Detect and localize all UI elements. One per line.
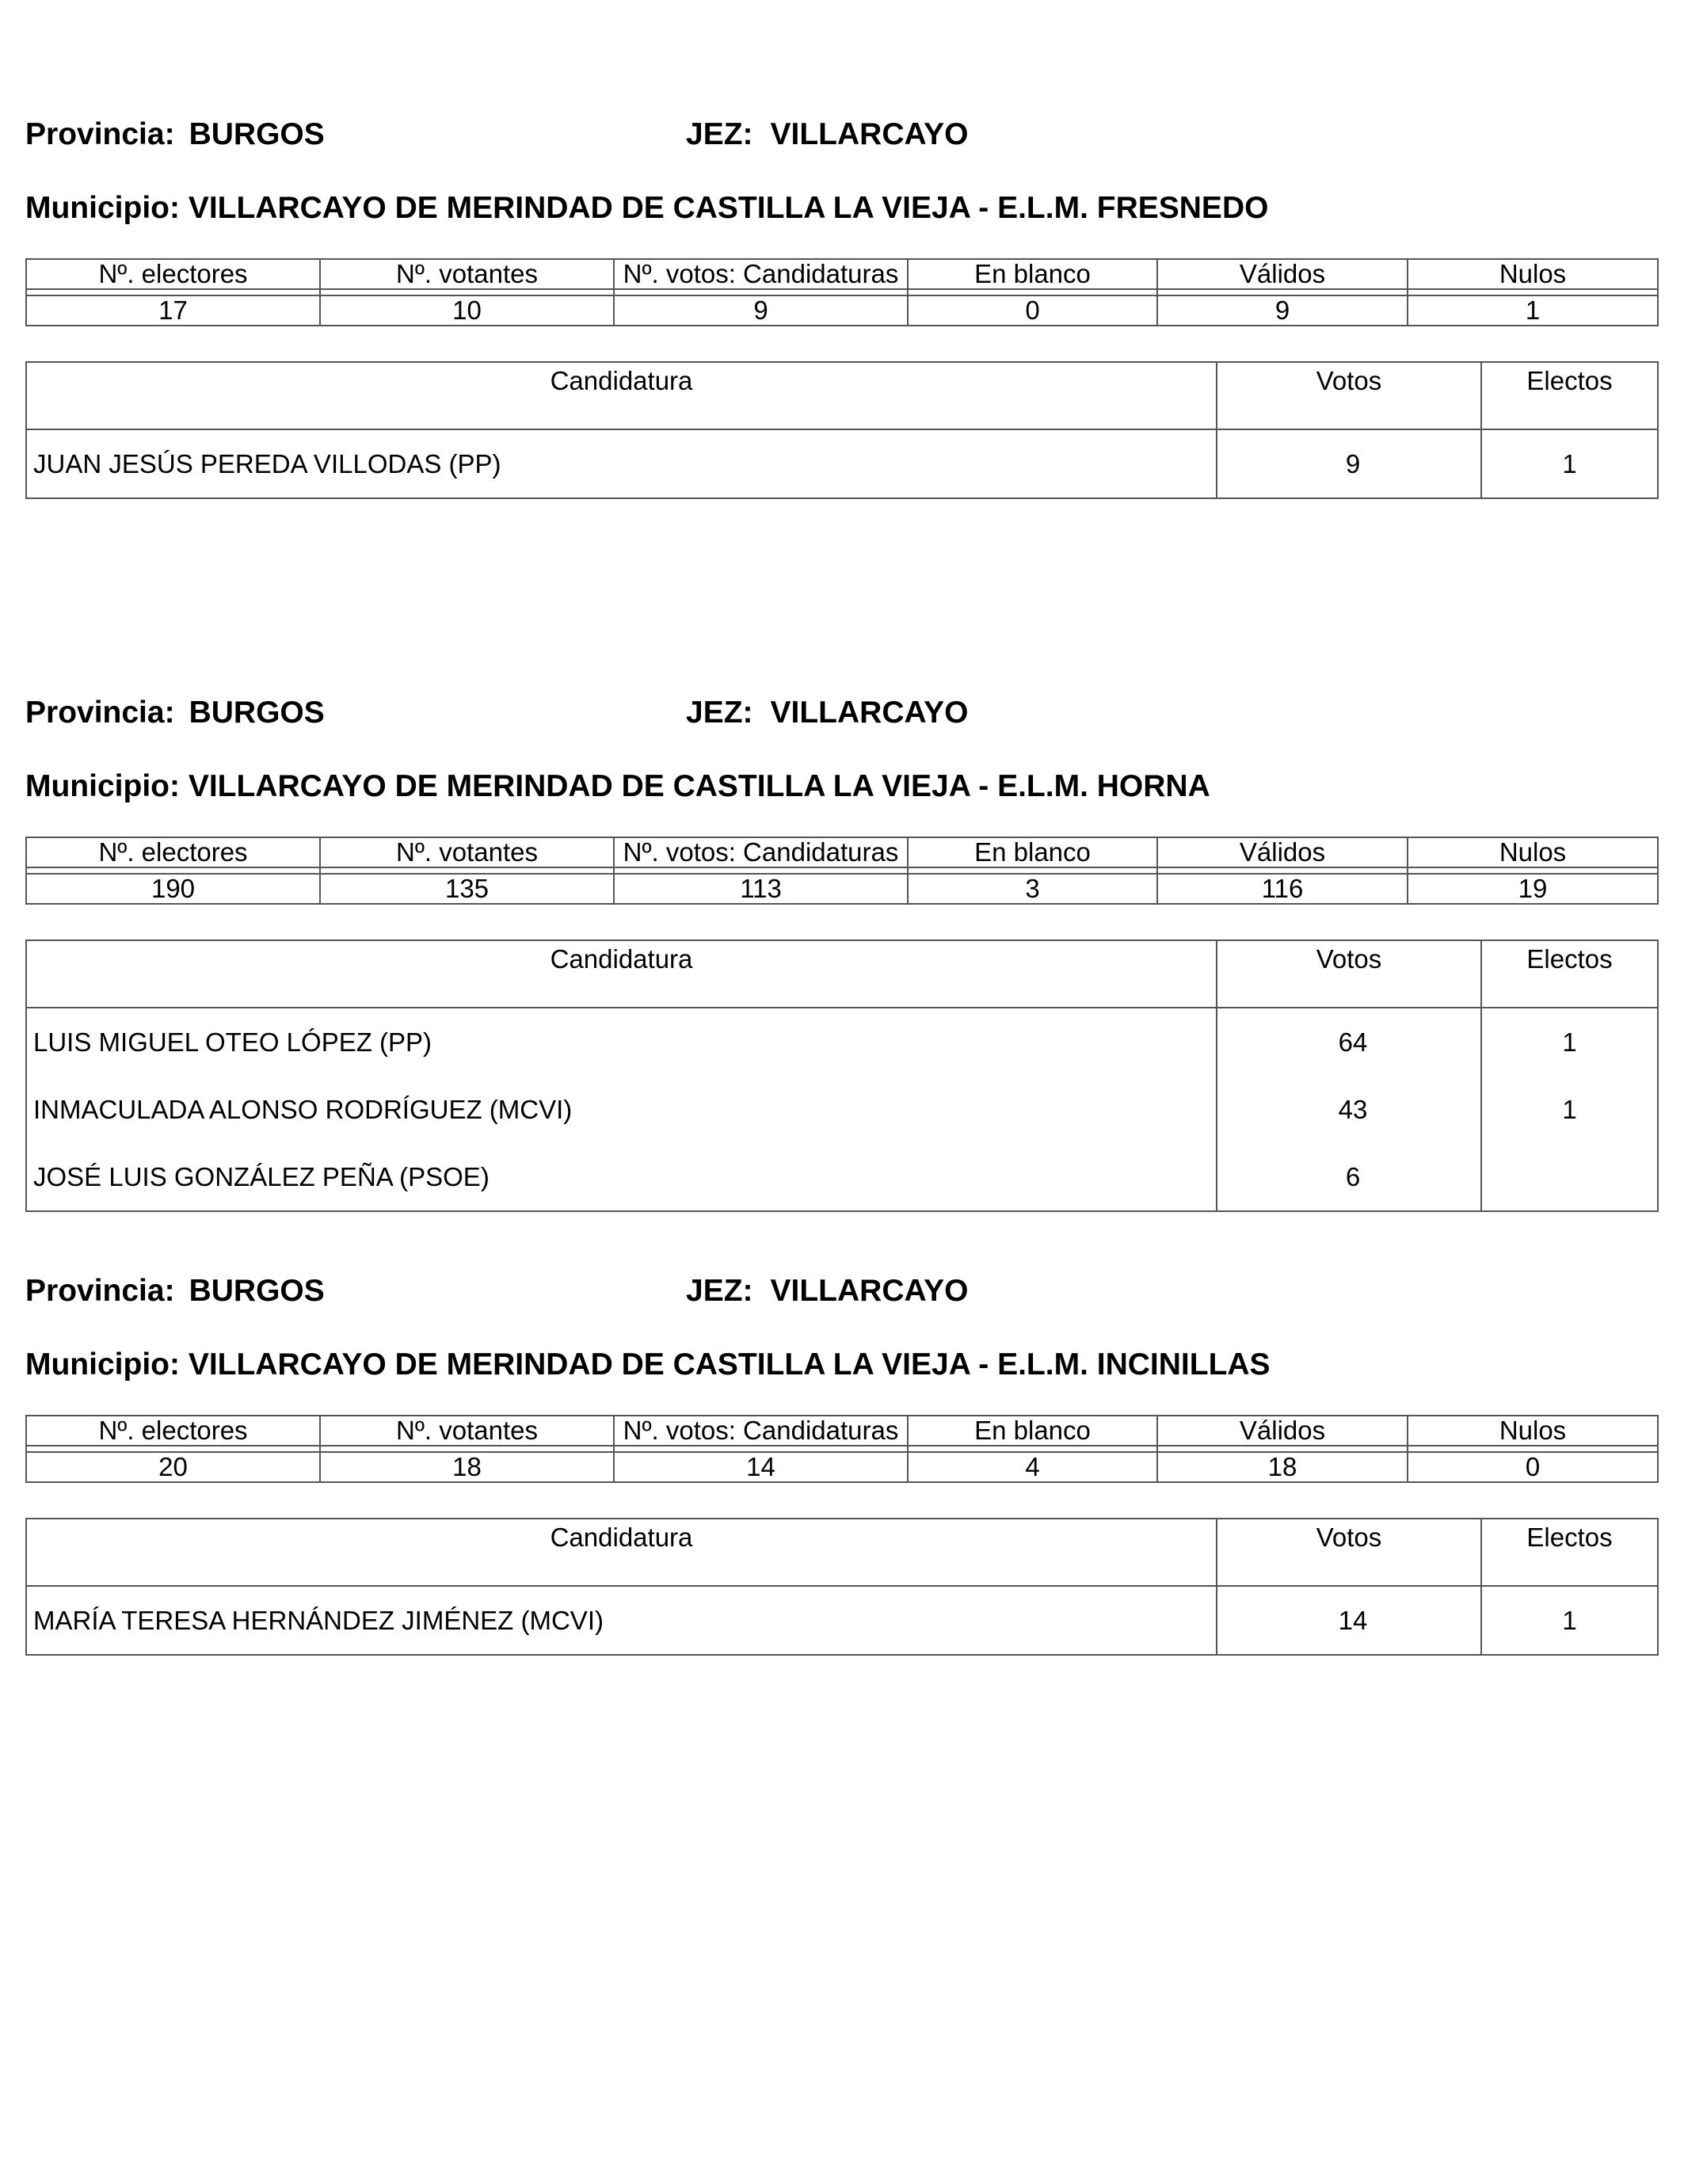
stats-nulos: 1 bbox=[1408, 295, 1658, 326]
provincia-line bbox=[25, 1275, 325, 1306]
stats-votantes: 18 bbox=[320, 1452, 614, 1482]
municipio-label: Municipio: bbox=[25, 1347, 180, 1382]
stats-header-row bbox=[26, 1416, 1658, 1446]
stats-header-electores: Nº. electores bbox=[26, 837, 320, 867]
candidate-row bbox=[26, 1586, 1658, 1655]
candidate-electos: 1 bbox=[1481, 429, 1658, 498]
candidate-name: JOSÉ LUIS GONZÁLEZ PEÑA (PSOE) bbox=[33, 1161, 490, 1191]
header-candidatura: Candidatura bbox=[26, 362, 1217, 429]
provincia-value: BURGOS bbox=[189, 117, 325, 151]
stats-en-blanco: 0 bbox=[908, 295, 1157, 326]
candidate-electos: 1 bbox=[1481, 1008, 1658, 1076]
stats-header-votos-candidaturas: Nº. votos: Candidaturas bbox=[614, 259, 908, 289]
jez-line bbox=[686, 697, 968, 728]
municipio-label: Municipio: bbox=[25, 769, 180, 803]
jez-line bbox=[686, 119, 968, 150]
stats-nulos: 19 bbox=[1408, 874, 1658, 904]
stats-table bbox=[25, 258, 1659, 326]
provincia-line bbox=[25, 119, 325, 150]
stats-header-row bbox=[26, 259, 1658, 289]
provincia-line bbox=[25, 697, 325, 728]
candidate-name: INMACULADA ALONSO RODRÍGUEZ (MCVI) bbox=[33, 1094, 573, 1124]
stats-validos: 18 bbox=[1157, 1452, 1408, 1482]
provincia-label: Provincia: bbox=[25, 696, 175, 730]
stats-votos-candidaturas: 113 bbox=[614, 874, 908, 904]
stats-validos: 116 bbox=[1157, 874, 1408, 904]
stats-header-votantes: Nº. votantes bbox=[320, 837, 614, 867]
stats-electores: 20 bbox=[26, 1452, 320, 1482]
candidate-name: JUAN JESÚS PEREDA VILLODAS (PP) bbox=[33, 448, 501, 478]
provincia-value: BURGOS bbox=[189, 696, 325, 730]
stats-header-validos: Válidos bbox=[1157, 259, 1408, 289]
candidate-votos: 9 bbox=[1217, 429, 1481, 498]
municipio-line bbox=[25, 771, 1210, 802]
candidate-votos: 64 bbox=[1217, 1008, 1481, 1076]
stats-validos: 9 bbox=[1157, 295, 1408, 326]
stats-header-row bbox=[26, 837, 1658, 867]
header-votos: Votos bbox=[1217, 1519, 1481, 1586]
stats-value-row bbox=[26, 295, 1658, 326]
candidates-table bbox=[25, 940, 1659, 1212]
provincia-label: Provincia: bbox=[25, 1274, 175, 1308]
provincia-label: Provincia: bbox=[25, 117, 175, 151]
jez-label: JEZ: bbox=[686, 696, 753, 730]
candidate-row bbox=[26, 429, 1658, 498]
stats-header-votantes: Nº. votantes bbox=[320, 259, 614, 289]
stats-nulos: 0 bbox=[1408, 1452, 1658, 1482]
provincia-value: BURGOS bbox=[189, 1274, 325, 1308]
candidate-electos bbox=[1481, 1143, 1658, 1211]
jez-line bbox=[686, 1275, 968, 1306]
stats-table bbox=[25, 837, 1659, 905]
stats-header-electores: Nº. electores bbox=[26, 259, 320, 289]
municipio-label: Municipio: bbox=[25, 191, 180, 225]
header-electos: Electos bbox=[1481, 940, 1658, 1008]
municipio-value: VILLARCAYO DE MERINDAD DE CASTILLA LA VIEJA - E.L.M. INCINILLAS bbox=[188, 1347, 1271, 1382]
header-candidatura: Candidatura bbox=[26, 940, 1217, 1008]
stats-header-nulos: Nulos bbox=[1408, 259, 1658, 289]
candidates-header-row bbox=[26, 362, 1658, 429]
header-votos: Votos bbox=[1217, 362, 1481, 429]
municipio-line bbox=[25, 1349, 1271, 1380]
candidates-header-row bbox=[26, 940, 1658, 1008]
candidate-name: MARÍA TERESA HERNÁNDEZ JIMÉNEZ (MCVI) bbox=[33, 1605, 604, 1635]
stats-electores: 17 bbox=[26, 295, 320, 326]
jez-label: JEZ: bbox=[686, 1274, 753, 1308]
candidate-electos: 1 bbox=[1481, 1076, 1658, 1143]
candidates-table bbox=[25, 1518, 1659, 1656]
stats-votos-candidaturas: 14 bbox=[614, 1452, 908, 1482]
candidate-row bbox=[26, 1143, 1658, 1211]
stats-header-validos: Válidos bbox=[1157, 1416, 1408, 1446]
stats-en-blanco: 3 bbox=[908, 874, 1157, 904]
jez-label: JEZ: bbox=[686, 117, 753, 151]
header-electos: Electos bbox=[1481, 362, 1658, 429]
municipio-line bbox=[25, 192, 1268, 223]
header-candidatura: Candidatura bbox=[26, 1519, 1217, 1586]
stats-votos-candidaturas: 9 bbox=[614, 295, 908, 326]
candidate-electos: 1 bbox=[1481, 1586, 1658, 1655]
header-votos: Votos bbox=[1217, 940, 1481, 1008]
candidate-votos: 43 bbox=[1217, 1076, 1481, 1143]
stats-header-nulos: Nulos bbox=[1408, 1416, 1658, 1446]
stats-electores: 190 bbox=[26, 874, 320, 904]
jez-value: VILLARCAYO bbox=[770, 117, 969, 151]
candidates-header-row bbox=[26, 1519, 1658, 1586]
stats-header-en-blanco: En blanco bbox=[908, 259, 1157, 289]
stats-value-row bbox=[26, 874, 1658, 904]
stats-header-validos: Válidos bbox=[1157, 837, 1408, 867]
stats-header-en-blanco: En blanco bbox=[908, 837, 1157, 867]
stats-header-electores: Nº. electores bbox=[26, 1416, 320, 1446]
candidate-name: LUIS MIGUEL OTEO LÓPEZ (PP) bbox=[33, 1027, 432, 1057]
municipio-value: VILLARCAYO DE MERINDAD DE CASTILLA LA VIEJA - E.L.M. HORNA bbox=[188, 769, 1210, 803]
jez-value: VILLARCAYO bbox=[770, 696, 969, 730]
candidates-table bbox=[25, 361, 1659, 499]
stats-votantes: 10 bbox=[320, 295, 614, 326]
candidate-row bbox=[26, 1076, 1658, 1143]
candidate-votos: 6 bbox=[1217, 1143, 1481, 1211]
stats-header-en-blanco: En blanco bbox=[908, 1416, 1157, 1446]
stats-header-votos-candidaturas: Nº. votos: Candidaturas bbox=[614, 837, 908, 867]
municipio-value: VILLARCAYO DE MERINDAD DE CASTILLA LA VIEJA - E.L.M. FRESNEDO bbox=[188, 191, 1269, 225]
stats-table bbox=[25, 1415, 1659, 1483]
stats-header-votos-candidaturas: Nº. votos: Candidaturas bbox=[614, 1416, 908, 1446]
stats-value-row bbox=[26, 1452, 1658, 1482]
stats-header-nulos: Nulos bbox=[1408, 837, 1658, 867]
jez-value: VILLARCAYO bbox=[770, 1274, 969, 1308]
candidate-row bbox=[26, 1008, 1658, 1076]
header-electos: Electos bbox=[1481, 1519, 1658, 1586]
stats-en-blanco: 4 bbox=[908, 1452, 1157, 1482]
candidate-votos: 14 bbox=[1217, 1586, 1481, 1655]
stats-header-votantes: Nº. votantes bbox=[320, 1416, 614, 1446]
stats-votantes: 135 bbox=[320, 874, 614, 904]
